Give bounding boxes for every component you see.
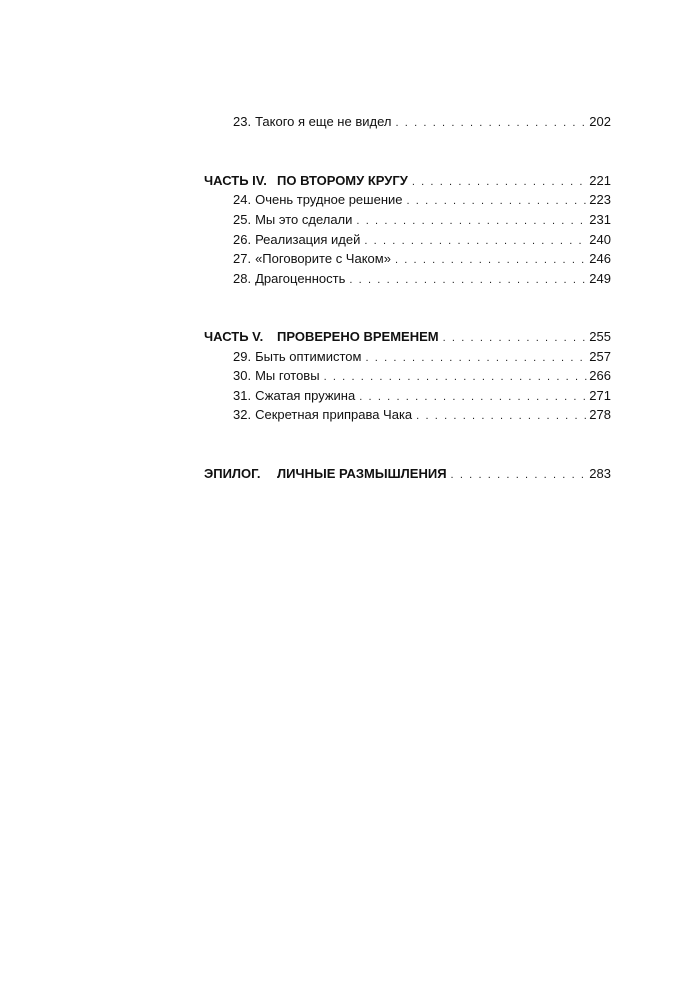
toc-entry[interactable]: [233, 386, 611, 406]
toc-entry-number: 25.: [233, 212, 252, 227]
dot-leader: [324, 367, 588, 387]
toc-entry-number: 31.: [233, 388, 252, 403]
toc-entry-title: Драгоценность: [255, 271, 346, 286]
toc-entry-page: 223: [589, 192, 611, 207]
toc-entry[interactable]: [233, 210, 611, 230]
toc-entry-page: 246: [589, 251, 611, 266]
dot-leader: [395, 113, 587, 133]
part-label: ЭПИЛОГ.: [204, 466, 261, 481]
part-page: 221: [589, 173, 611, 188]
dot-leader: [349, 270, 587, 290]
toc-entry-page: 271: [589, 388, 611, 403]
toc-entry-number: 23.: [233, 114, 252, 129]
dot-leader: [407, 191, 588, 211]
toc-entry-number: 28.: [233, 271, 252, 286]
toc-entry-number: 30.: [233, 368, 252, 383]
dot-leader: [364, 231, 587, 251]
dot-leader: [395, 250, 587, 270]
dot-leader: [443, 328, 588, 348]
toc-entry-number: 27.: [233, 251, 252, 266]
dot-leader: [359, 387, 587, 407]
dot-leader: [356, 211, 587, 231]
part-page: 255: [589, 329, 611, 344]
toc-entry-title: Мы это сделали: [255, 212, 353, 227]
toc-entry[interactable]: [233, 230, 611, 250]
toc-entry-title: Мы готовы: [255, 368, 320, 383]
part-label: ЧАСТЬ IV.: [204, 173, 267, 188]
dot-leader: [451, 465, 588, 485]
part-label: ЧАСТЬ V.: [204, 329, 264, 344]
toc-entry-title: Сжатая пружина: [255, 388, 356, 403]
toc-entry-title: Такого я еще не видел: [255, 114, 392, 129]
toc-entry-title: Реализация идей: [255, 232, 361, 247]
toc-entry-page: 278: [589, 407, 611, 422]
toc-entry-page: 231: [589, 212, 611, 227]
toc-part-heading[interactable]: [204, 464, 611, 484]
toc-entry-number: 24.: [233, 192, 252, 207]
toc-entry[interactable]: [233, 347, 611, 367]
part-title: ПРОВЕРЕНО ВРЕМЕНЕМ: [277, 329, 439, 344]
part-title: ПО ВТОРОМУ КРУГУ: [277, 173, 408, 188]
toc-entry[interactable]: [233, 112, 611, 132]
toc-entry-page: 257: [589, 349, 611, 364]
toc-part-heading[interactable]: [204, 171, 611, 191]
toc-entry[interactable]: [233, 269, 611, 289]
toc-entry-page: 202: [589, 114, 611, 129]
toc-entry-page: 266: [589, 368, 611, 383]
toc-entry-title: Быть оптимистом: [255, 349, 362, 364]
toc-entry[interactable]: [233, 405, 611, 425]
toc-part-heading[interactable]: [204, 327, 611, 347]
part-title: ЛИЧНЫЕ РАЗМЫШЛЕНИЯ: [277, 466, 447, 481]
toc-entry[interactable]: [233, 190, 611, 210]
toc-entry-number: 26.: [233, 232, 252, 247]
toc-entry-number: 29.: [233, 349, 252, 364]
dot-leader: [365, 348, 587, 368]
toc-entry-page: 240: [589, 232, 611, 247]
toc-entry-number: 32.: [233, 407, 252, 422]
toc-entry-title: «Поговорите с Чаком»: [255, 251, 391, 266]
toc-entry-title: Секретная приправа Чака: [255, 407, 413, 422]
toc-entry-title: Очень трудное решение: [255, 192, 403, 207]
toc-entry[interactable]: [233, 366, 611, 386]
dot-leader: [416, 406, 587, 426]
toc-entry[interactable]: [233, 249, 611, 269]
part-page: 283: [589, 466, 611, 481]
dot-leader: [412, 172, 587, 192]
toc-entry-page: 249: [589, 271, 611, 286]
